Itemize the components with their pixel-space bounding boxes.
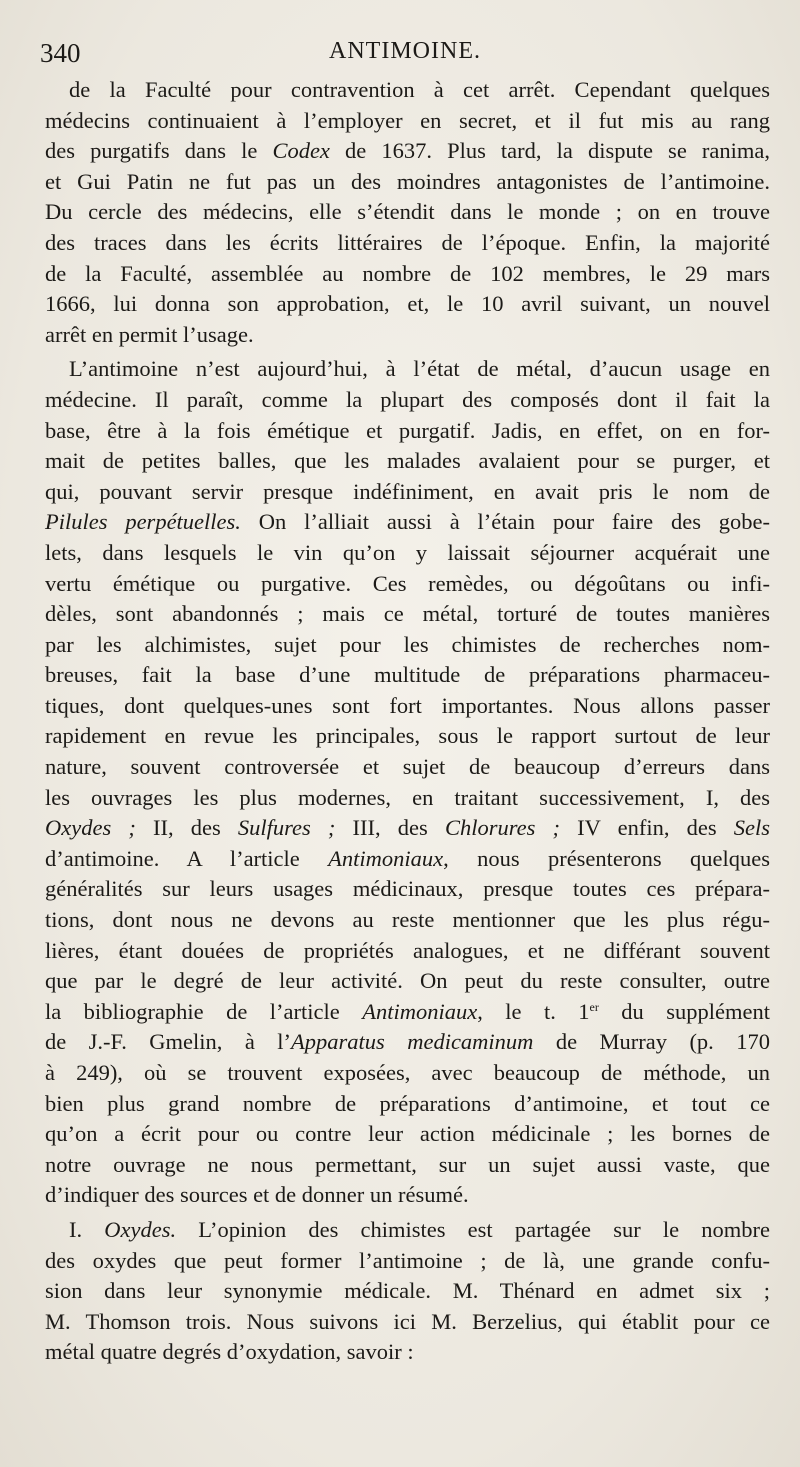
text-line: médecine. Il paraît, comme la plupart des composés dont il fait la xyxy=(45,386,770,412)
text-line: qui, pouvant servir presque indéfiniment, en avait pris le nom de xyxy=(45,478,770,504)
running-head: ANTIMOINE. xyxy=(329,38,481,64)
page-number: 340 xyxy=(40,38,81,68)
text-line: par les alchimistes, sujet pour les chimistes de recherches nom- xyxy=(45,631,770,657)
text-line: lets, dans lesquels le vin qu’on y laissait séjourner acquérait une xyxy=(45,539,770,565)
text-line: et Gui Patin ne fut pas un des moindres antagonistes de l’antimoine. xyxy=(45,168,770,194)
text-line: métal quatre degrés d’oxydation, savoir : xyxy=(45,1339,414,1365)
text-line: dèles, sont abandonnés ; mais ce métal, torturé de toutes manières xyxy=(45,601,770,627)
paragraph xyxy=(45,75,770,350)
text-line: lières, étant douées de propriétés analogues, et ne différant souvent xyxy=(45,937,770,963)
text-line: de la Faculté pour contravention à cet arrêt. Cependant quelques xyxy=(69,77,770,102)
text-line: M. Thomson trois. Nous suivons ici M. Berzelius, qui établit pour ce xyxy=(45,1308,770,1334)
text-line: que par le degré de leur activité. On peut du reste consulter, outre xyxy=(45,968,770,994)
text-line: tiques, dont quelques-unes sont fort importantes. Nous allons passer xyxy=(45,692,770,718)
text-line: les ouvrages les plus modernes, en traitant successivement, I, des xyxy=(45,784,770,810)
text-line: Oxydes ; II, des Sulfures ; III, des Chlorures ; IV enfin, des Sels xyxy=(45,815,770,841)
paragraph xyxy=(45,354,770,1211)
text-line: la bibliographie de l’article Antimoniaux, le t. 1er du supplément xyxy=(45,998,770,1024)
text-line: tions, dont nous ne devons au reste mentionner que les plus régu- xyxy=(45,907,770,933)
page-header xyxy=(40,38,760,72)
text-line: sion dans leur synonymie médicale. M. Thénard en admet six ; xyxy=(45,1278,770,1304)
text-line: arrêt en permit l’usage. xyxy=(45,321,254,347)
text-line: L’antimoine n’est aujourd’hui, à l’état de métal, d’aucun usage en xyxy=(69,356,770,382)
text-line: rapidement en revue les principales, sous le rapport surtout de leur xyxy=(45,723,770,749)
body-text xyxy=(45,75,770,1368)
text-line: I. Oxydes. L’opinion des chimistes est partagée sur le nombre xyxy=(69,1216,770,1242)
text-line: des oxydes que peut former l’antimoine ; de là, une grande confu- xyxy=(45,1247,770,1273)
text-line: des traces dans les écrits littéraires de l’époque. Enfin, la majorité xyxy=(45,229,770,255)
text-line: Pilules perpétuelles. On l’alliait aussi à l’étain pour faire des gobe- xyxy=(45,509,771,535)
text-line: vertu émétique ou purgative. Ces remèdes, ou dégoûtans ou infi- xyxy=(45,570,770,596)
text-line: qu’on a écrit pour ou contre leur action médicinale ; les bornes de xyxy=(45,1121,770,1147)
text-line: d’indiquer des sources et de donner un résumé. xyxy=(45,1182,469,1208)
text-line: à 249), où se trouvent exposées, avec beaucoup de méthode, un xyxy=(45,1060,770,1085)
text-line: de J.-F. Gmelin, à l’Apparatus medicaminum de Murray (p. 170 xyxy=(45,1029,770,1055)
text-line: nature, souvent controversée et sujet de beaucoup d’erreurs dans xyxy=(45,754,770,780)
text-line: de la Faculté, assemblée au nombre de 102 membres, le 29 mars xyxy=(45,260,770,286)
text-line: généralités sur leurs usages médicinaux, presque toutes ces prépara- xyxy=(45,876,770,902)
text-line: breuses, fait la base d’une multitude de préparations pharmaceu- xyxy=(45,662,770,688)
text-line: des purgatifs dans le Codex de 1637. Plus tard, la dispute se ranima, xyxy=(45,138,770,164)
text-line: 1666, lui donna son approbation, et, le 10 avril suivant, un nouvel xyxy=(45,291,770,317)
text-line: médecins continuaient à l’employer en secret, et il fut mis au rang xyxy=(45,107,770,133)
text-line: base, être à la fois émétique et purgatif. Jadis, en effet, on en for- xyxy=(45,417,770,443)
text-line: mait de petites balles, que les malades avalaient pour se purger, et xyxy=(45,448,770,474)
text-line: d’antimoine. A l’article Antimoniaux, nous présenterons quelques xyxy=(45,845,770,871)
text-line: notre ouvrage ne nous permettant, sur un sujet aussi vaste, que xyxy=(45,1151,770,1177)
paragraph xyxy=(45,1215,770,1368)
text-line: bien plus grand nombre de préparations d’antimoine, et tout ce xyxy=(45,1090,770,1116)
text-line: Du cercle des médecins, elle s’étendit dans le monde ; on en trouve xyxy=(45,199,770,225)
